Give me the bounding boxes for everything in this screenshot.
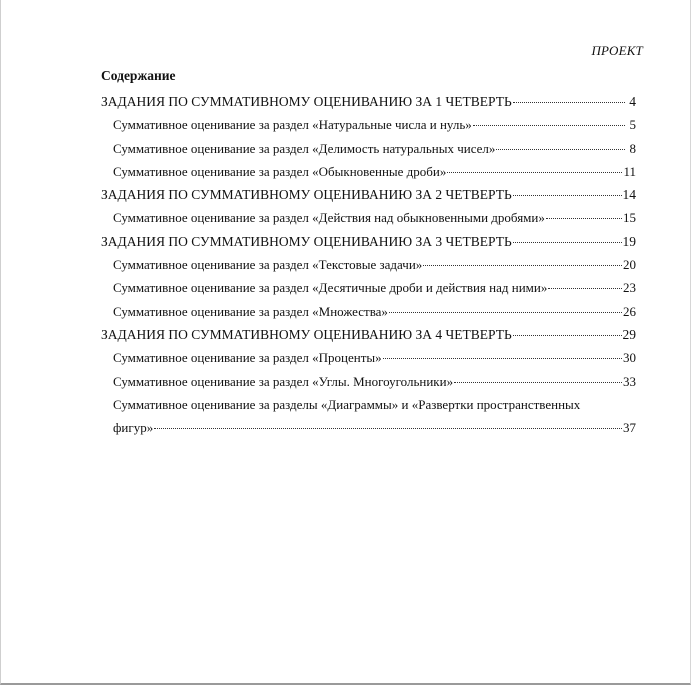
toc-entry-label: ЗАДАНИЯ ПО СУММАТИВНОМУ ОЦЕНИВАНИЮ ЗА 4 ЧЕТВЕРТЬ <box>101 326 512 342</box>
toc-entry-page: 33 <box>623 373 636 389</box>
toc-entry-label: Суммативное оценивание за раздел «Десятичные дроби и действия над ними» <box>113 280 548 296</box>
toc-entry-page: 23 <box>623 280 636 296</box>
toc-entry[interactable] <box>101 370 636 393</box>
toc-entry[interactable] <box>101 206 636 229</box>
toc-entry-label-continued: фигур» <box>113 420 154 436</box>
toc-entry-label: Суммативное оценивание за раздел «Натуральные числа и нуль» <box>113 117 472 133</box>
toc-entry-page: 4 <box>629 94 636 109</box>
toc-entry-page: 14 <box>622 187 636 203</box>
dot-leader <box>513 241 622 243</box>
toc-entry-page: 8 <box>629 140 636 156</box>
toc-entry-page: 20 <box>623 257 636 273</box>
toc-entry-label: Суммативное оценивание за разделы «Диаграммы» и «Развертки пространственных <box>113 396 581 412</box>
toc-entry[interactable] <box>101 253 636 276</box>
dot-leader <box>546 217 622 219</box>
toc-entry-page: 29 <box>622 326 636 342</box>
dot-leader <box>389 311 622 313</box>
toc-entry[interactable] <box>101 137 636 160</box>
toc-entry[interactable] <box>101 90 636 113</box>
toc-entry-label: ЗАДАНИЯ ПО СУММАТИВНОМУ ОЦЕНИВАНИЮ ЗА 1 ЧЕТВЕРТЬ <box>101 94 512 109</box>
toc-entry-label: Суммативное оценивание за раздел «Делимость натуральных чисел» <box>113 140 496 156</box>
toc-entry-page: 15 <box>623 210 636 226</box>
toc-entry[interactable] <box>101 393 636 440</box>
toc-entry-page: 30 <box>623 350 636 366</box>
dot-leader <box>496 148 625 150</box>
toc-entry-label: Суммативное оценивание за раздел «Текстовые задачи» <box>113 257 423 273</box>
dot-leader <box>513 194 622 196</box>
toc-entry-label: Суммативное оценивание за раздел «Множества» <box>113 303 388 319</box>
toc-entry[interactable] <box>101 300 636 323</box>
dot-leader <box>154 427 622 429</box>
toc-entry[interactable] <box>101 113 636 136</box>
toc-entry[interactable] <box>101 323 636 346</box>
toc-entry-label: Суммативное оценивание за раздел «Углы. Многоугольники» <box>113 373 454 389</box>
toc-entry[interactable] <box>101 230 636 253</box>
toc-entry-page: 19 <box>622 233 636 249</box>
dot-leader <box>454 381 622 383</box>
dot-leader <box>423 264 622 266</box>
table-of-contents <box>101 90 636 439</box>
toc-entry-page: 5 <box>629 117 636 133</box>
toc-entry-label: Суммативное оценивание за раздел «Действия над обыкновенными дробями» <box>113 210 545 226</box>
dot-leader <box>513 101 625 103</box>
toc-entry-page: 11 <box>623 163 636 179</box>
header-mark: ПРОЕКТ <box>591 43 643 58</box>
dot-leader <box>513 334 622 336</box>
toc-entry-page: 37 <box>623 420 636 436</box>
toc-entry[interactable] <box>101 183 636 206</box>
toc-entry-label: ЗАДАНИЯ ПО СУММАТИВНОМУ ОЦЕНИВАНИЮ ЗА 3 ЧЕТВЕРТЬ <box>101 233 512 249</box>
toc-entry[interactable] <box>101 346 636 369</box>
toc-entry[interactable] <box>101 276 636 299</box>
dot-leader <box>447 171 622 173</box>
toc-entry-page: 26 <box>623 303 636 319</box>
toc-entry-label: Суммативное оценивание за раздел «Обыкновенные дроби» <box>113 163 447 179</box>
dot-leader <box>383 357 622 359</box>
toc-title: Содержание <box>101 68 176 83</box>
toc-entry[interactable] <box>101 160 636 183</box>
dot-leader <box>473 124 625 126</box>
dot-leader <box>548 287 622 289</box>
toc-entry-label: ЗАДАНИЯ ПО СУММАТИВНОМУ ОЦЕНИВАНИЮ ЗА 2 ЧЕТВЕРТЬ <box>101 187 512 203</box>
toc-entry-label: Суммативное оценивание за раздел «Проценты» <box>113 350 382 366</box>
